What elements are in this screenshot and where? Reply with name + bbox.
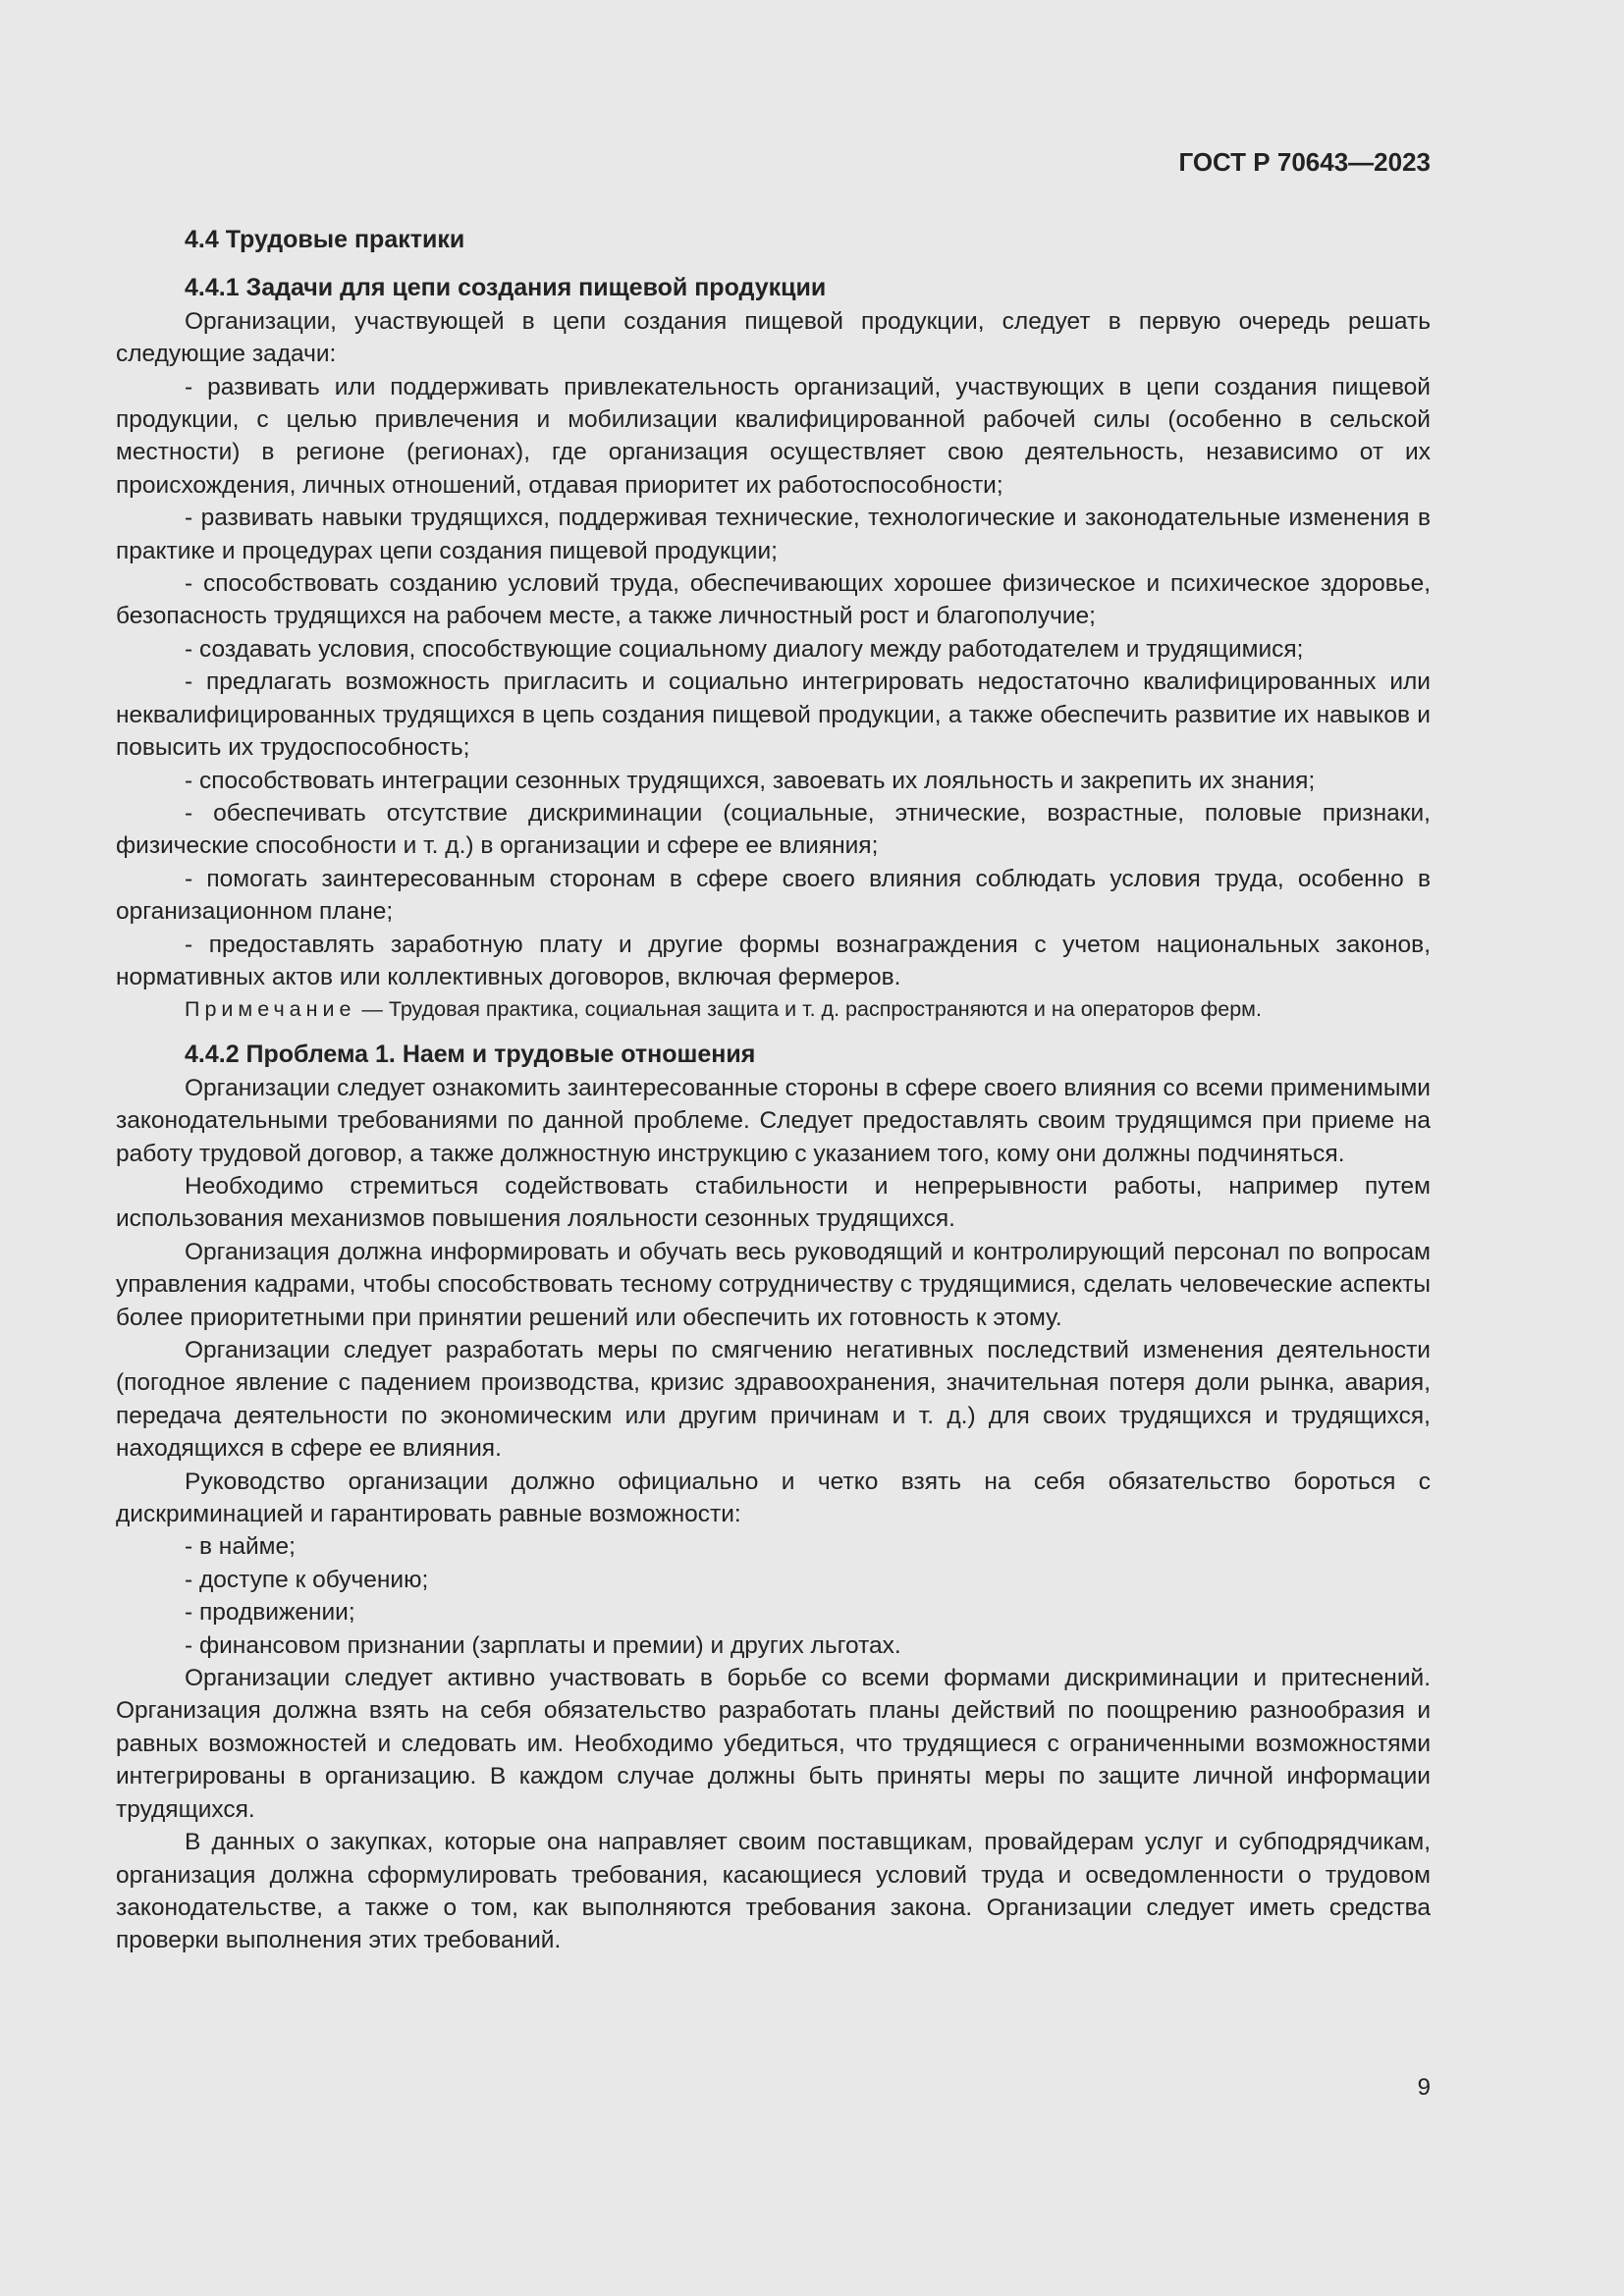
list-item: - развивать навыки трудящихся, поддерживая технические, технологические и законодательные изменения в практике и процедурах цепи создания пищевой продукции; xyxy=(116,505,1431,564)
paragraph: Организации следует ознакомить заинтересованные стороны в сфере своего влияния со всеми применимыми законодательными требованиями по данной проблеме. Следует предоставлять своим трудящимся при приеме на работу трудовой договор, а также должностную инструкцию с указанием того, кому они должны подчиняться. xyxy=(116,1074,1431,1167)
list-item: - развивать или поддерживать привлекательность организаций, участвующих в цепи создания пищевой продукции, с целью привлечения и мобилизации квалифицированной рабочей силы (особенно в сельской местности) в регионе (регионах), где организация осуществляет свою деятельность, независимо от их происхождения, личных отношений, отдавая приоритет их работоспособности; xyxy=(116,373,1431,499)
list-item: - в найме; xyxy=(185,1533,296,1561)
paragraph: Организации следует разработать меры по смягчению негативных последствий изменения деятельности (погодное явление с падением производства, кризис здравоохранения, значительная потеря доли рынка, авария, передача деятельности по экономическим или другим причинам и т. д.) для своих трудящихся и трудящихся, находящихся в сфере ее влияния. xyxy=(116,1337,1431,1463)
list-item: - помогать заинтересованным сторонам в сфере своего влияния соблюдать условия труда, особенно в организационном плане; xyxy=(116,865,1431,926)
list-item: - способствовать созданию условий труда, обеспечивающих хорошее физическое и психическое здоровье, безопасность трудящихся на рабочем месте, а также личностный рост и благополучие; xyxy=(116,570,1431,630)
note xyxy=(116,993,1431,1026)
section-heading-4-4-1: 4.4.1 Задачи для цепи создания пищевой продукции xyxy=(185,274,827,302)
paragraph: Необходимо стремиться содействовать стабильности и непрерывности работы, например путем использования механизмов повышения лояльности сезонных трудящихся. xyxy=(116,1172,1431,1233)
paragraph: Организация должна информировать и обучать весь руководящий и контролирующий персонал по вопросам управления кадрами, чтобы способствовать тесному сотрудничеству с трудящимися, сделать человеческие аспекты более приоритетными при принятии решений или обеспечить их готовность к этому. xyxy=(116,1238,1431,1331)
note-text: — Трудовая практика, социальная защита и т. д. распространяются и на операторов ферм. xyxy=(355,997,1262,1022)
paragraph: В данных о закупках, которые она направляет своим поставщикам, провайдерам услуг и субподрядчикам, организация должна сформулировать требования, касающиеся условий труда и осведомленности о трудовом законодательстве, а также о том, как выполняются требования закона. Организации следует иметь средства проверки выполнения этих требований. xyxy=(116,1829,1431,1954)
paragraph: Руководство организации должно официально и четко взять на себя обязательство бороться с дискриминацией и гарантировать равные возможности: xyxy=(116,1468,1431,1528)
list-item: - продвижении; xyxy=(185,1599,355,1627)
note-label: Примечание xyxy=(185,997,356,1022)
section-heading-4-4-2: 4.4.2 Проблема 1. Наем и трудовые отношения xyxy=(185,1041,756,1069)
standard-designation: ГОСТ Р 70643—2023 xyxy=(1178,147,1431,177)
paragraph: Организации, участвующей в цепи создания пищевой продукции, следует в первую очередь решать следующие задачи: xyxy=(116,307,1431,368)
paragraph: Организации следует активно участвовать в борьбе со всеми формами дискриминации и притеснений. Организация должна взять на себя обязательство разработать планы действий по поощрению разнообразия и равных возможностей и следовать им. Необходимо убедиться, что трудящиеся с ограниченными возможностями интегрированы в организацию. В каждом случае должны быть приняты меры по защите личной информации трудящихся. xyxy=(116,1665,1431,1823)
section-heading-4-4: 4.4 Трудовые практики xyxy=(185,226,465,253)
page-number: 9 xyxy=(1417,2074,1431,2101)
list-item: - финансовом признании (зарплаты и премии) и других льготах. xyxy=(185,1631,901,1659)
list-item: - предоставлять заработную плату и другие формы вознаграждения с учетом национальных законов, нормативных актов или коллективных договоров, включая фермеров. xyxy=(116,931,1431,990)
list-item: - доступе к обучению; xyxy=(185,1566,429,1593)
list-item: - обеспечивать отсутствие дискриминации (социальные, этнические, возрастные, половые признаки, физические способности и т. д.) в организации и сфере ее влияния; xyxy=(116,799,1431,860)
list-item: - способствовать интеграции сезонных трудящихся, завоевать их лояльность и закрепить их знания; xyxy=(185,767,1316,794)
list-item: - создавать условия, способствующие социальному диалогу между работодателем и трудящимися; xyxy=(185,635,1304,663)
page-content xyxy=(116,224,1431,1957)
list-item: - предлагать возможность пригласить и социально интегрировать недостаточно квалифицированных или неквалифицированных трудящихся в цепь создания пищевой продукции, а также обеспечить развитие их навыков и повысить их трудоспособность; xyxy=(116,668,1431,762)
